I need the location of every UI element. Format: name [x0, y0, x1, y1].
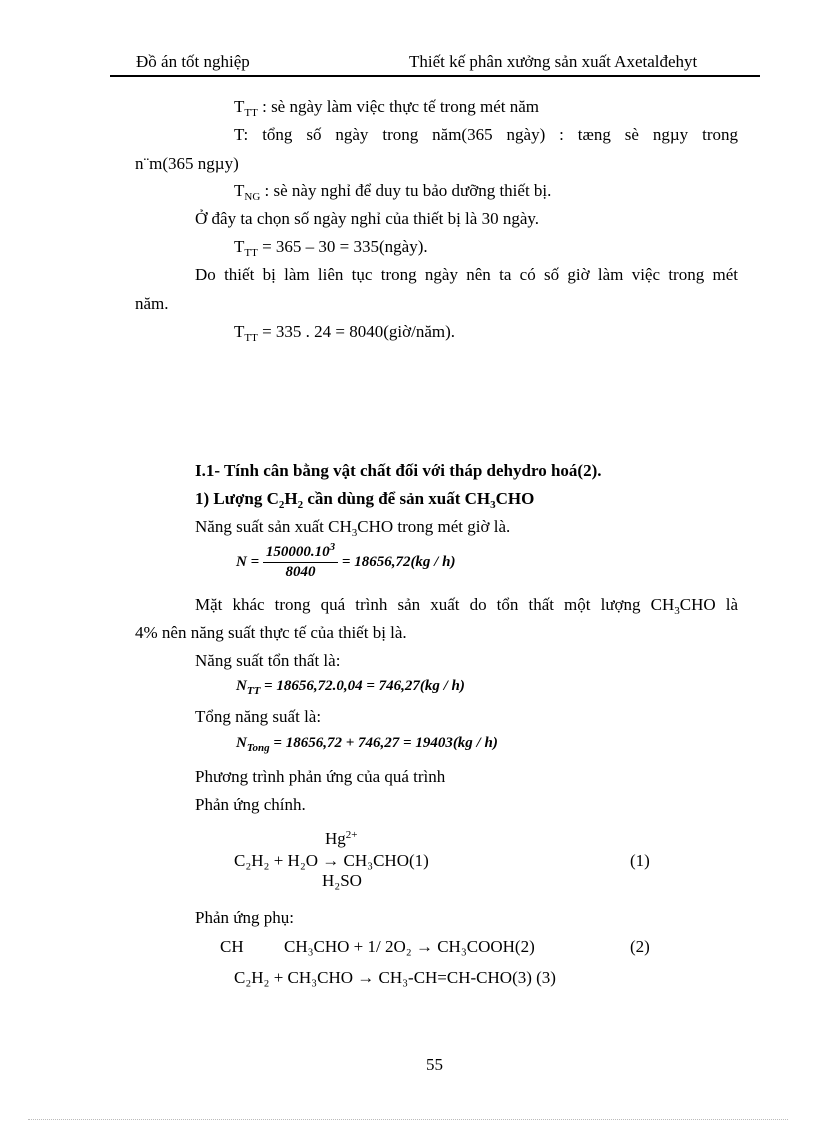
section-title: I.1- Tính cân bằng vật chất đối với tháp dehydro hoá(2). — [195, 461, 602, 480]
header-rule — [110, 75, 760, 77]
def-tng: $T_{NG}$ : sè này nghỉ để duy tu bảo dưỡng thiết bị. — [234, 181, 552, 203]
para-loss-rate: Năng suất tổn thất là: — [195, 651, 341, 670]
choose-days: Ở đây ta chọn số ngày nghỉ của thiết bị là 30 ngày. — [195, 209, 540, 228]
def-t-line2: n¨m(365 ngµy) — [135, 154, 239, 173]
fraction: $\frac{150000.10^3}{8040}$ — [263, 545, 338, 580]
def-t-line1: T: tổng số ngày trong năm(365 ngày) : tæng sè ngµy trong — [234, 125, 738, 144]
subsection-title: 1) Lượng $C_2H_2$ cần dùng để sản xuất $CH_3CHO$ — [195, 489, 535, 511]
header-right: Thiết kế phân xưởng sản xuất Axetalđehyt — [409, 52, 698, 71]
side-reaction-1: CH₃CHO + 1/ 2O₂ → CH₃COOH(2) — [284, 937, 535, 956]
para-production-rate: Năng suất sản xuất $CH_3CHO$ trong mét giờ là. — [195, 517, 511, 539]
side-reaction-1-number: (2) — [630, 937, 650, 956]
side-reaction-1-left: CH — [220, 937, 244, 956]
page-bottom-border — [28, 1119, 788, 1120]
catalyst-top: $Hg^{2+}$ — [325, 829, 358, 848]
header-left: Đồ án tốt nghiệp — [136, 52, 250, 71]
cont-line1: Do thiết bị làm liên tục trong ngày nên ta có số giờ làm việc trong mét — [195, 265, 738, 284]
cont-line2: năm. — [135, 294, 169, 313]
equation-ntt: $N_{TT} = 18656,72.0,04 = 746,27(kg / h)$ — [236, 678, 465, 697]
page-number: 55 — [426, 1055, 443, 1074]
main-reaction-number: (1) — [630, 851, 650, 870]
calc-hours: $T_{TT} = 335$ . 24 = 8040(giờ/năm). — [234, 322, 456, 344]
para-main-reaction: Phản ứng chính. — [195, 795, 306, 814]
para-total-rate: Tổng năng suất là: — [195, 707, 322, 726]
def-ttt: $T_{TT}$ : sè ngày làm việc thực tế trong mét năm — [234, 97, 539, 119]
para-loss-line1: Mặt khác trong quá trình sản xuất do tổn thất một lượng $CH_3CHO$ là — [195, 595, 738, 617]
para-side-reactions: Phản ứng phụ: — [195, 908, 294, 927]
calc-days: $T_{TT} = 365 - 30$ = 335(ngày). — [234, 237, 428, 259]
para-reaction-eq: Phương trình phản ứng của quá trình — [195, 767, 446, 786]
catalyst-bottom: H₂SO — [322, 871, 362, 890]
para-loss-line2: 4% nên năng suất thực tế của thiết bị là. — [135, 623, 407, 642]
equation-n: N = $\frac{150000.10^3}{8040}$ = 18656,72(kg / h) — [236, 541, 456, 580]
equation-ntong: $N_{Tong} = 18656,72 + 746,27 = 19403(kg / h)$ — [236, 735, 498, 754]
main-reaction: C₂H₂ + H₂O → CH₃CHO(1) — [234, 851, 429, 870]
side-reaction-2: C₂H₂ + CH₃CHO → CH₃-CH=CH-CHO(3) (3) — [234, 968, 556, 987]
